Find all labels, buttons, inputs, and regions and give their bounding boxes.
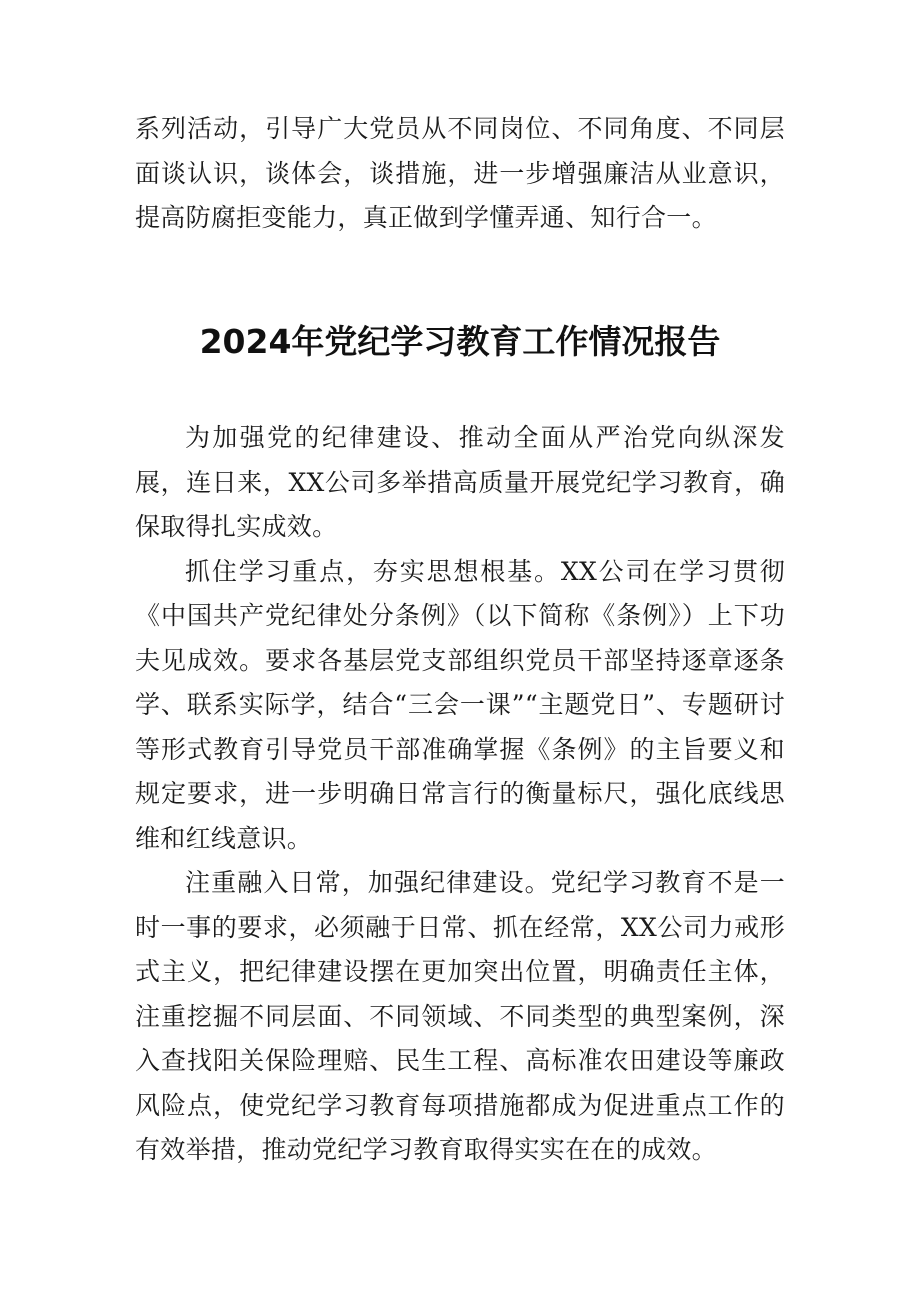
paragraph-daily-discipline: 注重融入日常，加强纪律建设。党纪学习教育不是一时一事的要求，必须融于日常、抓在经常，XX公司力戒形式主义，把纪律建设摆在更加突出位置，明确责任主体，注重挖掘不同层面、不同领域、不同类型的典型案例，深入查找阳关保险理赔、民生工程、高标准农田建设等廉政风险点，使党纪学习教育每项措施都成为促进重点工作的有效举措，推动党纪学习教育取得实实在在的成效。: [135, 868, 785, 1164]
previous-section-text: [135, 107, 785, 241]
report-body: [135, 416, 785, 1173]
continued-paragraph: 系列活动，引导广大党员从不同岗位、不同角度、不同层面谈认识，谈体会，谈措施，进一步增强廉洁从业意识，提高防腐拒变能力，真正做到学懂弄通、知行合一。: [135, 114, 785, 232]
paragraph-study-focus: 抓住学习重点，夯实思想根基。XX公司在学习贯彻《中国共产党纪律处分条例》（以下简称《条例》）上下功夫见成效。要求各基层党支部组织党员干部坚持逐章逐条学、联系实际学，结合“三会一课”“主题党日”、专题研讨等形式教育引导党员干部准确掌握《条例》的主旨要义和规定要求，进一步明确日常言行的衡量标尺，强化底线思维和红线意识。: [135, 556, 785, 853]
report-title: 2024年党纪学习教育工作情况报告: [199, 322, 721, 361]
paragraph-intro: 为加强党的纪律建设、推动全面从严治党向纵深发展，连日来，XX公司多举措高质量开展党纪学习教育，确保取得扎实成效。: [135, 423, 785, 541]
